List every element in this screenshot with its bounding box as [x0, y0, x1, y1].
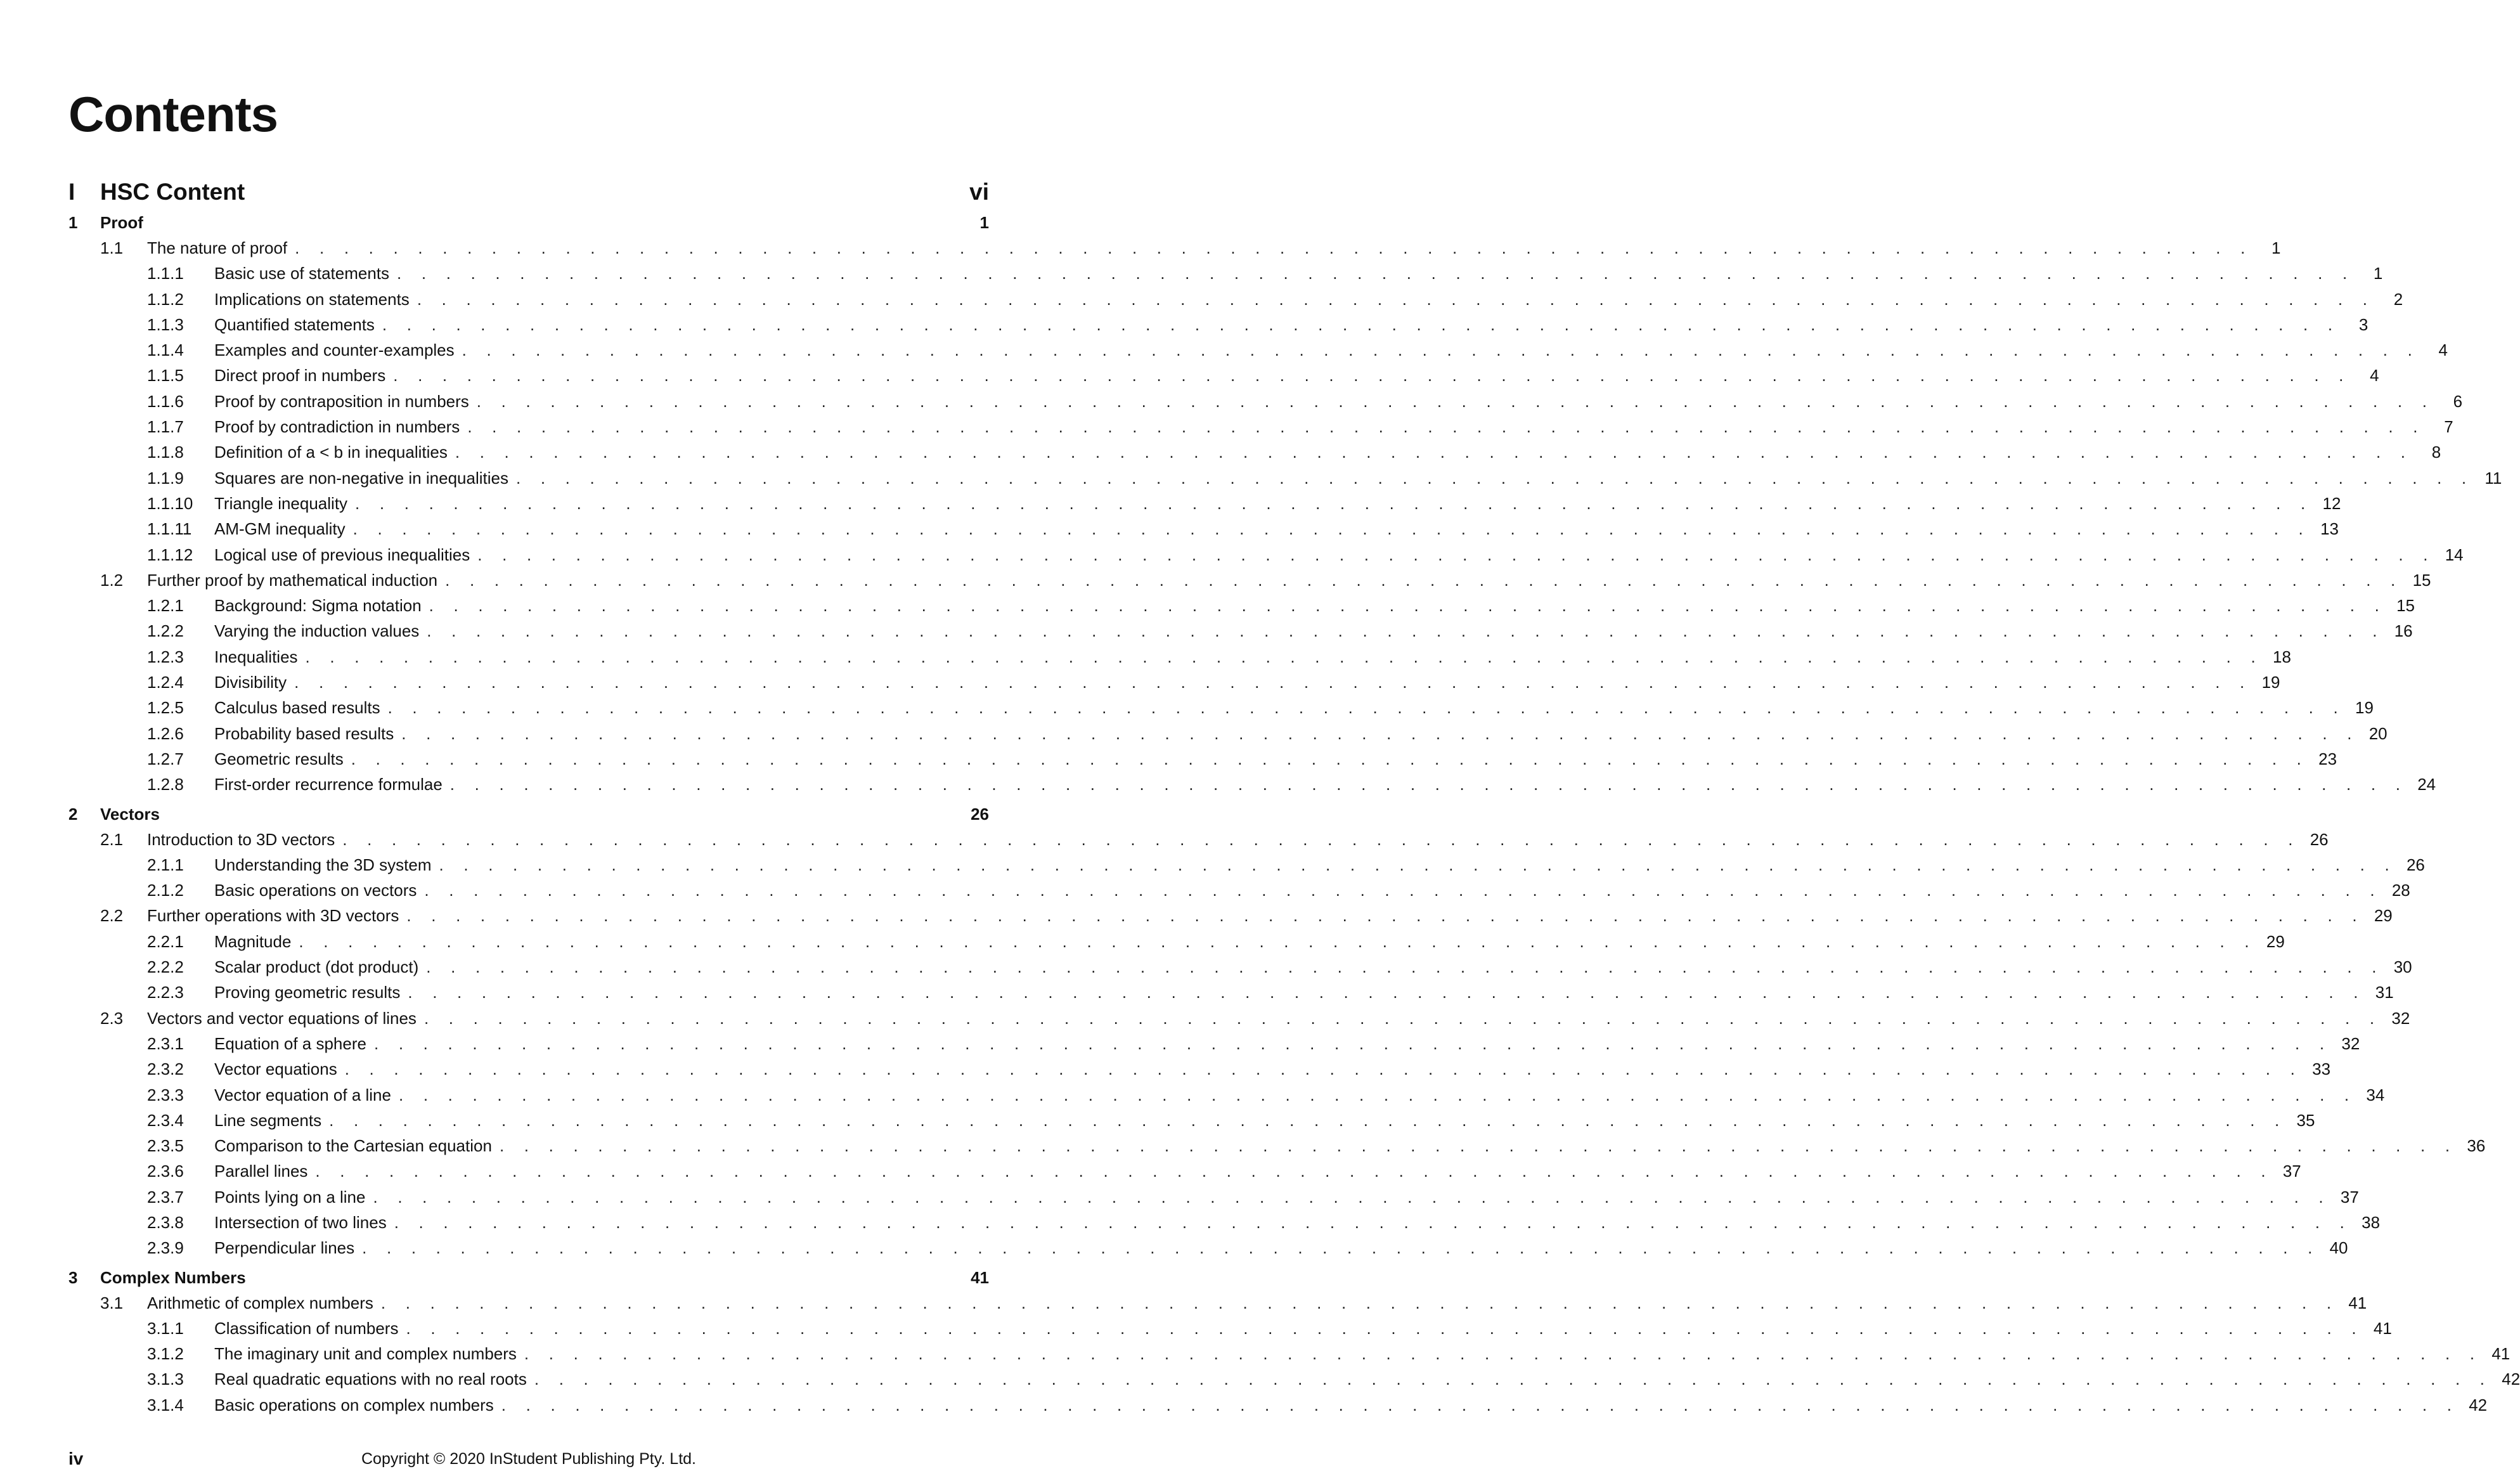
toc-dot-leader: . . . . . . . . . . . . . . . . . . . . . . . . . . . . . . . . . . . . . . . . . . . . . . . . . . . . . . . . . . . . . . . . . . . . . . . . . . . . . . . .	[423, 1008, 2382, 1028]
toc-subsection-row[interactable]	[68, 314, 2368, 340]
toc-section-row[interactable]	[68, 570, 2431, 596]
toc-subsection-row[interactable]	[68, 1212, 2381, 1238]
toc-entry-page: 2	[2393, 289, 2403, 309]
toc-entry-page: 26	[2310, 829, 2329, 849]
toc-subsection-row[interactable]	[68, 493, 2341, 519]
toc-entry-number: 3.1.4	[147, 1395, 184, 1415]
toc-dot-leader: . . . . . . . . . . . . . . . . . . . . . . . . . . . . . . . . . . . . . . . . . . . . . . . . . . . . . . . . . . . . . . . . . . . . . . . . . . . . . . . .	[477, 545, 2436, 564]
toc-entry-page: 36	[2467, 1136, 2486, 1156]
toc-entry-page: 32	[2391, 1008, 2410, 1028]
toc-entry-page: 1	[2271, 238, 2281, 257]
toc-dot-leader: . . . . . . . . . . . . . . . . . . . . . . . . . . . . . . . . . . . . . . . . . . . . . . . . . . . . . . . . . . . . . . . . . . . . . . . . . . . . . . . .	[299, 931, 2257, 951]
toc-dot-leader: . . . . . . . . . . . . . . . . . . . . . . . . . . . . . . . . . . . . . . . . . . . . . . . . . . . . . . . . . . . . . . . . . . . . . . . . . . . . . . . .	[315, 1162, 2273, 1181]
toc-entry-title: Definition of a < b in inequalities	[214, 443, 448, 462]
toc-subsection-row[interactable]	[68, 621, 2413, 647]
toc-entry-title: Comparison to the Cartesian equation	[214, 1136, 492, 1156]
toc-entry-number: 2.3.8	[147, 1212, 184, 1232]
part-number: I	[68, 179, 75, 205]
toc-entry-title: Calculus based results	[214, 698, 380, 718]
toc-entry-page: 23	[2318, 749, 2337, 768]
toc-dot-leader: . . . . . . . . . . . . . . . . . . . . . . . . . . . . . . . . . . . . . . . . . . . . . . . . . . . . . . . . . . . . . . . . . . . . . . . . . . . . . . . .	[501, 1395, 2460, 1415]
toc-dot-leader: . . . . . . . . . . . . . . . . . . . . . . . . . . . . . . . . . . . . . . . . . . . . . . . . . . . . . . . . . . . . . . . . . . . . . . . . . . . . . . . .	[515, 468, 2474, 488]
toc-subsection-row[interactable]	[68, 775, 2436, 800]
toc-entry-page: 4	[2438, 340, 2448, 360]
toc-entry-number: 2.3.2	[147, 1059, 184, 1079]
toc-entry-title: Basic operations on complex numbers	[214, 1395, 494, 1415]
toc-entry-title: Probability based results	[214, 723, 394, 743]
toc-dot-leader: . . . . . . . . . . . . . . . . . . . . . . . . . . . . . . . . . . . . . . . . . . . . . . . . . . . . . . . . . . . . . . . . . . . . . . . . . . . . . . . .	[294, 673, 2252, 692]
page-footer	[68, 1449, 989, 1472]
toc-subsection-row[interactable]	[68, 468, 2502, 494]
toc-entry-number: 2	[68, 804, 78, 824]
toc-entry-page: 24	[2417, 775, 2436, 794]
toc-subsection-row[interactable]	[68, 1085, 2385, 1111]
toc-dot-leader: . . . . . . . . . . . . . . . . . . . . . . . . . . . . . . . . . . . . . . . . . . . . . . . . . . . . . . . . . . . . . . . . . . . . . . . . . . . . . . . .	[467, 417, 2426, 437]
toc-entry-title: Vector equation of a line	[214, 1085, 391, 1104]
toc-entry-number: 1.1.4	[147, 340, 184, 360]
toc-entry-number: 1.1.11	[147, 519, 192, 539]
toc-entry-number: 1.1.12	[147, 545, 193, 564]
toc-subsection-row[interactable]	[68, 1059, 2331, 1085]
toc-entry-title: Geometric results	[214, 749, 344, 768]
toc-subsection-row[interactable]	[68, 1162, 2301, 1187]
toc-entry-page: 28	[2391, 881, 2410, 900]
toc-entry-page: 38	[2362, 1212, 2381, 1232]
toc-entry-title: Implications on statements	[214, 289, 410, 309]
part-title: HSC Content	[100, 179, 245, 205]
toc-entry-title: Classification of numbers	[214, 1318, 399, 1338]
toc-entry-page: 15	[2396, 596, 2415, 616]
toc-dot-leader: . . . . . . . . . . . . . . . . . . . . . . . . . . . . . . . . . . . . . . . . . . . . . . . . . . . . . . . . . . . . . . . . . . . . . . . . . . . . . . . .	[355, 493, 2313, 513]
toc-entry-number: 3.1.3	[147, 1370, 184, 1389]
toc-entry-title: Proof	[100, 213, 143, 232]
toc-subsection-row[interactable]	[68, 1395, 2488, 1421]
toc-dot-leader: . . . . . . . . . . . . . . . . . . . . . . . . . . . . . . . . . . . . . . . . . . . . . . . . . . . . . . . . . . . . . . . . . . . . . . . . . . . . . . . .	[462, 340, 2420, 360]
toc-subsection-row[interactable]	[68, 1033, 2360, 1059]
toc-subsection-row[interactable]	[68, 1136, 2486, 1162]
toc-dot-leader: . . . . . . . . . . . . . . . . . . . . . . . . . . . . . . . . . . . . . . . . . . . . . . . . . . . . . . . . . . . . . . . . . . . . . . . . . . . . . . . .	[380, 1293, 2339, 1312]
toc-entry-page: 1	[2373, 264, 2383, 283]
toc-entry-title: Direct proof in numbers	[214, 366, 386, 385]
table-of-contents	[68, 213, 2520, 1421]
toc-section-row[interactable]	[68, 906, 2393, 931]
toc-dot-leader: . . . . . . . . . . . . . . . . . . . . . . . . . . . . . . . . . . . . . . . . . . . . . . . . . . . . . . . . . . . . . . . . . . . . . . . . . . . . . . . .	[445, 570, 2403, 590]
toc-entry-number: 1.2.4	[147, 673, 184, 692]
toc-subsection-row[interactable]	[68, 289, 2403, 315]
toc-entry-title: Parallel lines	[214, 1162, 308, 1181]
toc-entry-number: 2.3	[100, 1008, 124, 1028]
toc-entry-page: 29	[2266, 931, 2285, 951]
toc-entry-page: 15	[2412, 570, 2431, 590]
toc-entry-number: 1.2.3	[147, 647, 184, 666]
toc-entry-page: 40	[2329, 1238, 2348, 1258]
toc-dot-leader: . . . . . . . . . . . . . . . . . . . . . . . . . . . . . . . . . . . . . . . . . . . . . . . . . . . . . . . . . . . . . . . . . . . . . . . . . . . . . . . .	[382, 314, 2341, 334]
toc-entry-title: Proof by contraposition in numbers	[214, 391, 469, 411]
toc-entry-number: 1.1.2	[147, 289, 184, 309]
toc-entry-title: Introduction to 3D vectors	[147, 829, 335, 849]
toc-dot-leader: . . . . . . . . . . . . . . . . . . . . . . . . . . . . . . . . . . . . . . . . . . . . . . . . . . . . . . . . . . . . . . . . . . . . . . . . . . . . . . . .	[295, 238, 2253, 257]
toc-subsection-row[interactable]	[68, 647, 2291, 673]
toc-entry-title: Complex Numbers	[100, 1267, 246, 1287]
toc-subsection-row[interactable]	[68, 391, 2463, 417]
toc-subsection-row[interactable]	[68, 443, 2441, 468]
toc-entry-page: 6	[2453, 391, 2463, 411]
toc-entry-page: 37	[2282, 1162, 2301, 1181]
toc-dot-leader: . . . . . . . . . . . . . . . . . . . . . . . . . . . . . . . . . . . . . . . . . . . . . . . . . . . . . . . . . . . . . . . . . . . . . . . . . . . . . . . .	[455, 443, 2413, 462]
toc-entry-page: 42	[2469, 1395, 2488, 1415]
toc-entry-number: 1.2.8	[147, 775, 184, 794]
toc-entry-page: 37	[2340, 1187, 2359, 1207]
toc-dot-leader: . . . . . . . . . . . . . . . . . . . . . . . . . . . . . . . . . . . . . . . . . . . . . . . . . . . . . . . . . . . . . . . . . . . . . . . . . . . . . . . .	[401, 723, 2360, 743]
toc-entry-page: 11	[2484, 468, 2502, 488]
toc-subsection-row[interactable]	[68, 957, 2412, 983]
toc-subsection-row[interactable]	[68, 931, 2285, 957]
toc-entry-title: Vectors and vector equations of lines	[147, 1008, 417, 1028]
toc-subsection-row[interactable]	[68, 1370, 2520, 1395]
toc-dot-leader: . . . . . . . . . . . . . . . . . . . . . . . . . . . . . . . . . . . . . . . . . . . . . . . . . . . . . . . . . . . . . . . . . . . . . . . . . . . . . . . .	[344, 1059, 2303, 1079]
toc-subsection-row[interactable]	[68, 673, 2280, 698]
toc-entry-number: 1.1.5	[147, 366, 184, 385]
toc-subsection-row[interactable]	[68, 417, 2453, 443]
toc-entry-title: Points lying on a line	[214, 1187, 366, 1207]
toc-part-row[interactable]	[68, 179, 989, 210]
toc-entry-page: 41	[971, 1267, 989, 1287]
toc-entry-number: 2.3.9	[147, 1238, 184, 1258]
toc-entry-number: 1.1.3	[147, 314, 184, 334]
toc-dot-leader: . . . . . . . . . . . . . . . . . . . . . . . . . . . . . . . . . . . . . . . . . . . . . . . . . . . . . . . . . . . . . . . . . . . . . . . . . . . . . . . .	[398, 1085, 2357, 1104]
toc-entry-number: 1.2.2	[147, 621, 184, 641]
toc-entry-number: 1.2.7	[147, 749, 184, 768]
toc-dot-leader: . . . . . . . . . . . . . . . . . . . . . . . . . . . . . . . . . . . . . . . . . . . . . . . . . . . . . . . . . . . . . . . . . . . . . . . . . . . . . . . .	[362, 1238, 2320, 1258]
toc-subsection-row[interactable]	[68, 855, 2425, 881]
toc-entry-number: 2.2.3	[147, 983, 184, 1002]
toc-subsection-row[interactable]	[68, 519, 2339, 545]
toc-entry-number: 2.3.6	[147, 1162, 184, 1181]
toc-section-row[interactable]	[68, 238, 2281, 264]
toc-entry-page: 13	[2320, 519, 2339, 539]
toc-entry-title: Divisibility	[214, 673, 287, 692]
toc-entry-title: Scalar product (dot product)	[214, 957, 419, 977]
toc-dot-leader: . . . . . . . . . . . . . . . . . . . . . . . . . . . . . . . . . . . . . . . . . . . . . . . . . . . . . . . . . . . . . . . . . . . . . . . . . . . . . . . .	[476, 391, 2435, 411]
toc-dot-leader: . . . . . . . . . . . . . . . . . . . . . . . . . . . . . . . . . . . . . . . . . . . . . . . . . . . . . . . . . . . . . . . . . . . . . . . . . . . . . . . .	[429, 596, 2388, 616]
toc-entry-title: Logical use of previous inequalities	[214, 545, 470, 564]
toc-entry-title: Line segments	[214, 1110, 322, 1130]
toc-entry-title: Quantified statements	[214, 314, 375, 334]
toc-subsection-row[interactable]	[68, 1318, 2392, 1344]
toc-entry-number: 2.2	[100, 906, 124, 926]
toc-entry-page: 30	[2393, 957, 2412, 977]
toc-entry-title: Intersection of two lines	[214, 1212, 387, 1232]
toc-entry-number: 3.1.1	[147, 1318, 184, 1338]
toc-entry-page: 35	[2296, 1110, 2315, 1130]
toc-entry-title: Varying the induction values	[214, 621, 420, 641]
toc-subsection-row[interactable]	[68, 340, 2448, 366]
toc-chapter-row[interactable]	[68, 1268, 989, 1293]
toc-dot-leader: . . . . . . . . . . . . . . . . . . . . . . . . . . . . . . . . . . . . . . . . . . . . . . . . . . . . . . . . . . . . . . . . . . . . . . . . . . . . . . . .	[394, 1212, 2353, 1232]
toc-entry-title: Inequalities	[214, 647, 298, 666]
toc-dot-leader: . . . . . . . . . . . . . . . . . . . . . . . . . . . . . . . . . . . . . . . . . . . . . . . . . . . . . . . . . . . . . . . . . . . . . . . . . . . . . . . .	[449, 775, 2408, 794]
toc-entry-number: 2.3.1	[147, 1033, 184, 1053]
footer-page-number: iv	[68, 1449, 84, 1468]
toc-entry-number: 1.2	[100, 570, 124, 590]
toc-dot-leader: . . . . . . . . . . . . . . . . . . . . . . . . . . . . . . . . . . . . . . . . . . . . . . . . . . . . . . . . . . . . . . . . . . . . . . . . . . . . . . . .	[427, 621, 2385, 641]
toc-entry-page: 1	[979, 213, 989, 232]
toc-entry-title: Examples and counter-examples	[214, 340, 455, 360]
toc-entry-title: Equation of a sphere	[214, 1033, 366, 1053]
toc-entry-number: 1.1	[100, 238, 124, 257]
toc-subsection-row[interactable]	[68, 983, 2394, 1008]
toc-entry-page: 19	[2355, 698, 2374, 718]
toc-entry-number: 1.1.10	[147, 493, 193, 513]
toc-entry-number: 1.1.9	[147, 468, 184, 488]
toc-dot-leader: . . . . . . . . . . . . . . . . . . . . . . . . . . . . . . . . . . . . . . . . . . . . . . . . . . . . . . . . . . . . . . . . . . . . . . . . . . . . . . . .	[373, 1033, 2332, 1053]
toc-entry-title: Arithmetic of complex numbers	[147, 1293, 373, 1312]
toc-dot-leader: . . . . . . . . . . . . . . . . . . . . . . . . . . . . . . . . . . . . . . . . . . . . . . . . . . . . . . . . . . . . . . . . . . . . . . . . . . . . . . . .	[439, 855, 2397, 874]
toc-entry-title: Further operations with 3D vectors	[147, 906, 399, 926]
toc-entry-page: 18	[2272, 647, 2291, 666]
toc-entry-number: 2.3.4	[147, 1110, 184, 1130]
toc-entry-page: 8	[2431, 443, 2441, 462]
toc-subsection-row[interactable]	[68, 749, 2337, 775]
toc-dot-leader: . . . . . . . . . . . . . . . . . . . . . . . . . . . . . . . . . . . . . . . . . . . . . . . . . . . . . . . . . . . . . . . . . . . . . . . . . . . . . . . .	[351, 749, 2310, 768]
toc-section-row[interactable]	[68, 829, 2329, 855]
toc-entry-page: 7	[2444, 417, 2453, 437]
toc-subsection-row[interactable]	[68, 545, 2464, 571]
toc-entry-number: 1.2.1	[147, 596, 184, 616]
toc-dot-leader: . . . . . . . . . . . . . . . . . . . . . . . . . . . . . . . . . . . . . . . . . . . . . . . . . . . . . . . . . . . . . . . . . . . . . . . . . . . . . . . .	[417, 289, 2375, 309]
toc-dot-leader: . . . . . . . . . . . . . . . . . . . . . . . . . . . . . . . . . . . . . . . . . . . . . . . . . . . . . . . . . . . . . . . . . . . . . . . . . . . . . . . .	[424, 881, 2382, 900]
footer-copyright: Copyright © 2020 InStudent Publishing Pty. Ltd.	[361, 1450, 696, 1468]
toc-dot-leader: . . . . . . . . . . . . . . . . . . . . . . . . . . . . . . . . . . . . . . . . . . . . . . . . . . . . . . . . . . . . . . . . . . . . . . . . . . . . . . . .	[499, 1136, 2458, 1156]
toc-subsection-row[interactable]	[68, 1187, 2359, 1213]
toc-entry-page: 16	[2394, 621, 2413, 641]
toc-section-row[interactable]	[68, 1293, 2367, 1319]
toc-entry-title: Proving geometric results	[214, 983, 401, 1002]
toc-dot-leader: . . . . . . . . . . . . . . . . . . . . . . . . . . . . . . . . . . . . . . . . . . . . . . . . . . . . . . . . . . . . . . . . . . . . . . . . . . . . . . . .	[408, 983, 2366, 1002]
toc-entry-page: 20	[2368, 723, 2388, 743]
toc-chapter-row[interactable]	[68, 805, 989, 830]
toc-entry-page: 41	[2348, 1293, 2367, 1312]
toc-entry-number: 1.2.5	[147, 698, 184, 718]
toc-dot-leader: . . . . . . . . . . . . . . . . . . . . . . . . . . . . . . . . . . . . . . . . . . . . . . . . . . . . . . . . . . . . . . . . . . . . . . . . . . . . . . . .	[352, 519, 2311, 539]
toc-subsection-row[interactable]	[68, 366, 2379, 391]
toc-dot-leader: . . . . . . . . . . . . . . . . . . . . . . . . . . . . . . . . . . . . . . . . . . . . . . . . . . . . . . . . . . . . . . . . . . . . . . . . . . . . . . . .	[393, 366, 2351, 385]
toc-entry-title: Magnitude	[214, 931, 292, 951]
toc-dot-leader: . . . . . . . . . . . . . . . . . . . . . . . . . . . . . . . . . . . . . . . . . . . . . . . . . . . . . . . . . . . . . . . . . . . . . . . . . . . . . . . .	[329, 1110, 2287, 1130]
toc-dot-leader: . . . . . . . . . . . . . . . . . . . . . . . . . . . . . . . . . . . . . . . . . . . . . . . . . . . . . . . . . . . . . . . . . . . . . . . . . . . . . . . .	[305, 647, 2263, 666]
toc-dot-leader: . . . . . . . . . . . . . . . . . . . . . . . . . . . . . . . . . . . . . . . . . . . . . . . . . . . . . . . . . . . . . . . . . . . . . . . . . . . . . . . .	[406, 1318, 2364, 1338]
toc-entry-page: 26	[2406, 855, 2425, 874]
toc-entry-title: Real quadratic equations with no real roots	[214, 1370, 527, 1389]
toc-dot-leader: . . . . . . . . . . . . . . . . . . . . . . . . . . . . . . . . . . . . . . . . . . . . . . . . . . . . . . . . . . . . . . . . . . . . . . . . . . . . . . . .	[406, 906, 2365, 926]
toc-entry-number: 2.1.2	[147, 881, 184, 900]
toc-entry-page: 41	[2373, 1318, 2392, 1338]
toc-entry-title: Further proof by mathematical induction	[147, 570, 438, 590]
toc-dot-leader: . . . . . . . . . . . . . . . . . . . . . . . . . . . . . . . . . . . . . . . . . . . . . . . . . . . . . . . . . . . . . . . . . . . . . . . . . . . . . . . .	[426, 957, 2384, 977]
toc-entry-number: 1.1.8	[147, 443, 184, 462]
toc-subsection-row[interactable]	[68, 264, 2383, 289]
toc-entry-page: 34	[2366, 1085, 2385, 1104]
toc-entry-page: 12	[2322, 493, 2341, 513]
toc-entry-page: 41	[2491, 1344, 2510, 1364]
toc-entry-number: 2.3.3	[147, 1085, 184, 1104]
toc-subsection-row[interactable]	[68, 698, 2374, 723]
toc-entry-title: The imaginary unit and complex numbers	[214, 1344, 517, 1364]
page-title: Contents	[68, 86, 278, 142]
toc-entry-title: Triangle inequality	[214, 493, 348, 513]
toc-entry-title: First-order recurrence formulae	[214, 775, 443, 794]
toc-entry-title: Background: Sigma notation	[214, 596, 422, 616]
toc-entry-number: 2.2.2	[147, 957, 184, 977]
toc-entry-number: 1	[68, 213, 78, 232]
toc-entry-page: 32	[2341, 1033, 2360, 1053]
toc-dot-leader: . . . . . . . . . . . . . . . . . . . . . . . . . . . . . . . . . . . . . . . . . . . . . . . . . . . . . . . . . . . . . . . . . . . . . . . . . . . . . . . .	[534, 1370, 2493, 1389]
toc-entry-page: 26	[971, 804, 989, 824]
toc-entry-number: 2.3.7	[147, 1187, 184, 1207]
toc-entry-page: 33	[2312, 1059, 2331, 1079]
toc-subsection-row[interactable]	[68, 1110, 2315, 1136]
toc-entry-number: 1.2.6	[147, 723, 184, 743]
toc-entry-page: 29	[2374, 906, 2393, 926]
toc-dot-leader: . . . . . . . . . . . . . . . . . . . . . . . . . . . . . . . . . . . . . . . . . . . . . . . . . . . . . . . . . . . . . . . . . . . . . . . . . . . . . . . .	[373, 1187, 2331, 1207]
toc-entry-number: 1.1.6	[147, 391, 184, 411]
toc-subsection-row[interactable]	[68, 881, 2410, 906]
toc-entry-title: Squares are non-negative in inequalities	[214, 468, 508, 488]
toc-entry-title: Perpendicular lines	[214, 1238, 355, 1258]
toc-entry-page: 3	[2358, 314, 2368, 334]
toc-section-row[interactable]	[68, 1008, 2410, 1034]
toc-entry-number: 3	[68, 1267, 78, 1287]
toc-entry-number: 1.1.1	[147, 264, 184, 283]
toc-entry-page: 14	[2445, 545, 2464, 564]
toc-entry-page: 19	[2261, 673, 2280, 692]
toc-entry-number: 3.1	[100, 1293, 124, 1312]
toc-entry-number: 2.3.5	[147, 1136, 184, 1156]
toc-subsection-row[interactable]	[68, 596, 2415, 621]
toc-entry-page: 4	[2370, 366, 2379, 385]
toc-dot-leader: . . . . . . . . . . . . . . . . . . . . . . . . . . . . . . . . . . . . . . . . . . . . . . . . . . . . . . . . . . . . . . . . . . . . . . . . . . . . . . . .	[387, 698, 2346, 718]
toc-entry-title: Understanding the 3D system	[214, 855, 432, 874]
toc-entry-title: Proof by contradiction in numbers	[214, 417, 460, 437]
toc-entry-title: Vectors	[100, 804, 160, 824]
toc-entry-number: 2.2.1	[147, 931, 184, 951]
part-page-number: vi	[969, 179, 989, 205]
toc-entry-title: The nature of proof	[147, 238, 288, 257]
toc-dot-leader: . . . . . . . . . . . . . . . . . . . . . . . . . . . . . . . . . . . . . . . . . . . . . . . . . . . . . . . . . . . . . . . . . . . . . . . . . . . . . . . .	[342, 829, 2301, 849]
toc-subsection-row[interactable]	[68, 1238, 2348, 1264]
toc-subsection-row[interactable]	[68, 1344, 2510, 1370]
toc-dot-leader: . . . . . . . . . . . . . . . . . . . . . . . . . . . . . . . . . . . . . . . . . . . . . . . . . . . . . . . . . . . . . . . . . . . . . . . . . . . . . . . .	[524, 1344, 2483, 1364]
toc-entry-title: AM-GM inequality	[214, 519, 346, 539]
toc-entry-number: 1.1.7	[147, 417, 184, 437]
toc-entry-title: Basic operations on vectors	[214, 881, 417, 900]
toc-subsection-row[interactable]	[68, 723, 2388, 749]
toc-entry-page: 42	[2502, 1370, 2520, 1389]
toc-entry-title: Vector equations	[214, 1059, 337, 1079]
toc-entry-number: 2.1.1	[147, 855, 184, 874]
toc-entry-title: Basic use of statements	[214, 264, 390, 283]
toc-dot-leader: . . . . . . . . . . . . . . . . . . . . . . . . . . . . . . . . . . . . . . . . . . . . . . . . . . . . . . . . . . . . . . . . . . . . . . . . . . . . . . . .	[397, 264, 2355, 283]
toc-entry-number: 3.1.2	[147, 1344, 184, 1364]
toc-chapter-row[interactable]	[68, 213, 989, 238]
toc-entry-number: 2.1	[100, 829, 124, 849]
toc-entry-page: 31	[2375, 983, 2394, 1002]
